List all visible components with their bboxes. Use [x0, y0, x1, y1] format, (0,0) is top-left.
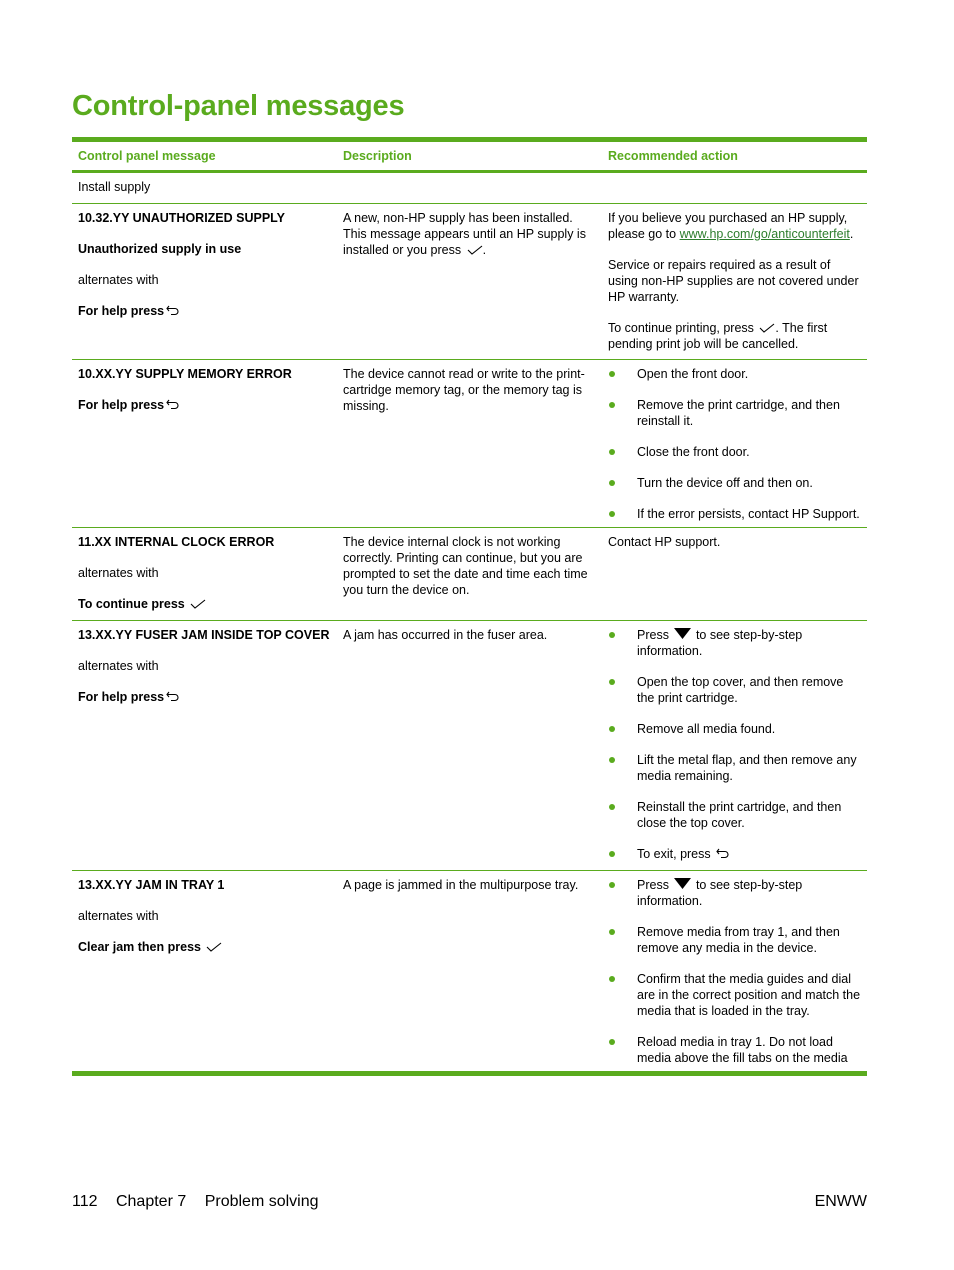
- back-arrow-icon: [166, 691, 180, 702]
- action-paragraph: If you believe you purchased an HP supply, please go to www.hp.com/go/anticounterfeit.: [608, 211, 854, 241]
- bullet-icon: [609, 511, 615, 517]
- bullet-icon: [609, 679, 615, 685]
- message-title: 13.XX.YY FUSER JAM INSIDE TOP COVER: [78, 628, 330, 642]
- checkmark-icon: [759, 323, 775, 333]
- header-control-panel-message: Control panel message: [78, 149, 216, 163]
- action-paragraph: Contact HP support.: [608, 535, 721, 549]
- alternates-text: alternates with: [78, 273, 159, 287]
- section-label: Problem solving: [204, 1193, 319, 1210]
- list-item: Reinstall the print cartridge, and then close the top cover.: [608, 799, 861, 831]
- bullet-icon: [609, 851, 615, 857]
- table-row: [72, 360, 867, 528]
- action-cell: [602, 871, 867, 1071]
- action-list: [608, 366, 861, 522]
- bullet-icon: [609, 976, 615, 982]
- action-cell: [602, 204, 867, 367]
- message-title: 11.XX INTERNAL CLOCK ERROR: [78, 535, 275, 549]
- description-text: The device cannot read or write to the print-cartridge memory tag, or the memory tag is missing.: [343, 367, 585, 413]
- description-text: A new, non-HP supply has been installed. This message appears until an HP supply is installed or you press .: [343, 211, 586, 257]
- description-text: A jam has occurred in the fuser area.: [343, 628, 548, 642]
- description-cell: [337, 871, 602, 1071]
- list-item: Remove all media found.: [608, 721, 861, 737]
- list-item: Press to see step-by-step information.: [608, 627, 861, 659]
- checkmark-icon: [190, 599, 206, 609]
- message-cell: [72, 528, 337, 627]
- action-cell: [602, 528, 867, 627]
- alternates-text: alternates with: [78, 659, 159, 673]
- messages-table: [72, 137, 867, 1076]
- chapter-label: Chapter 7: [115, 1193, 187, 1210]
- clear-jam-line: Clear jam then press: [78, 939, 331, 955]
- down-triangle-icon: [674, 878, 691, 889]
- bullet-icon: [609, 480, 615, 486]
- bullet-icon: [609, 402, 615, 408]
- help-line: For help press: [78, 689, 331, 705]
- action-cell: [602, 621, 867, 877]
- down-triangle-icon: [674, 628, 691, 639]
- section-install-supply: Install supply: [72, 173, 867, 204]
- list-item: Remove media from tray 1, and then remove any media in the device.: [608, 924, 861, 956]
- back-arrow-icon: [166, 399, 180, 410]
- bullet-icon: [609, 726, 615, 732]
- description-cell: [337, 621, 602, 877]
- checkmark-icon: [206, 942, 222, 952]
- message-cell: [72, 871, 337, 1071]
- footer-right: ENWW: [814, 1193, 867, 1210]
- description-text: A page is jammed in the multipurpose tray.: [343, 878, 579, 892]
- message-title: 10.32.YY UNAUTHORIZED SUPPLY: [78, 211, 286, 225]
- description-cell: [337, 528, 602, 627]
- back-arrow-icon: [166, 305, 180, 316]
- list-item: Open the front door.: [608, 366, 861, 382]
- bullet-icon: [609, 371, 615, 377]
- action-paragraph: Service or repairs required as a result of using non-HP supplies are not covered under HP warranty.: [608, 258, 859, 304]
- table-row: [72, 871, 867, 1071]
- table-row: [72, 528, 867, 621]
- bullet-icon: [609, 632, 615, 638]
- message-title: 10.XX.YY SUPPLY MEMORY ERROR: [78, 367, 292, 381]
- page-title: Control-panel messages: [72, 90, 405, 122]
- bullet-icon: [609, 804, 615, 810]
- bullet-icon: [609, 757, 615, 763]
- message-cell: [72, 621, 337, 877]
- message-title: 13.XX.YY JAM IN TRAY 1: [78, 878, 225, 892]
- table-row: [72, 621, 867, 871]
- message-cell: [72, 204, 337, 367]
- alternates-text: alternates with: [78, 566, 159, 580]
- list-item: Open the top cover, and then remove the print cartridge.: [608, 674, 861, 706]
- checkmark-icon: [467, 245, 483, 255]
- message-cell: [72, 360, 337, 537]
- header-description: Description: [343, 149, 412, 163]
- header-recommended-action: Recommended action: [608, 149, 738, 163]
- anticounterfeit-link[interactable]: www.hp.com/go/anticounterfeit: [679, 227, 850, 241]
- description-cell: [337, 204, 602, 367]
- list-item: Lift the metal flap, and then remove any media remaining.: [608, 752, 861, 784]
- list-item: Remove the print cartridge, and then reinstall it.: [608, 397, 861, 429]
- help-text: For help press: [78, 304, 165, 318]
- list-item: Close the front door.: [608, 444, 861, 460]
- action-paragraph: To continue printing, press . The first pending print job will be cancelled.: [608, 321, 828, 351]
- page-footer: [72, 1193, 867, 1211]
- action-list: [608, 627, 861, 862]
- action-list: [608, 877, 861, 1066]
- list-item: To exit, press: [608, 846, 861, 862]
- bullet-icon: [609, 882, 615, 888]
- list-item: Confirm that the media guides and dial are in the correct position and match the media that is loaded in the tray.: [608, 971, 861, 1019]
- help-line: [78, 303, 331, 319]
- bullet-icon: [609, 449, 615, 455]
- page-number: 112: [72, 1193, 98, 1210]
- table-header: [72, 142, 867, 173]
- list-item: Turn the device off and then on.: [608, 475, 861, 491]
- footer-left: [72, 1193, 333, 1211]
- description-text: The device internal clock is not working correctly. Printing can continue, but you are prompted to set the date and time each time you turn the device on.: [343, 535, 588, 597]
- bullet-icon: [609, 929, 615, 935]
- table-row: [72, 204, 867, 360]
- bullet-icon: [609, 1039, 615, 1045]
- description-cell: [337, 360, 602, 537]
- back-arrow-icon: [716, 848, 730, 859]
- list-item: Press to see step-by-step information.: [608, 877, 861, 909]
- action-cell: [602, 360, 867, 537]
- continue-line: To continue press: [78, 596, 331, 612]
- message-subtitle: Unauthorized supply in use: [78, 242, 242, 256]
- alternates-text: alternates with: [78, 909, 159, 923]
- list-item: If the error persists, contact HP Support.: [608, 506, 861, 522]
- help-line: For help press: [78, 397, 331, 413]
- list-item: Reload media in tray 1. Do not load media above the fill tabs on the media: [608, 1034, 861, 1066]
